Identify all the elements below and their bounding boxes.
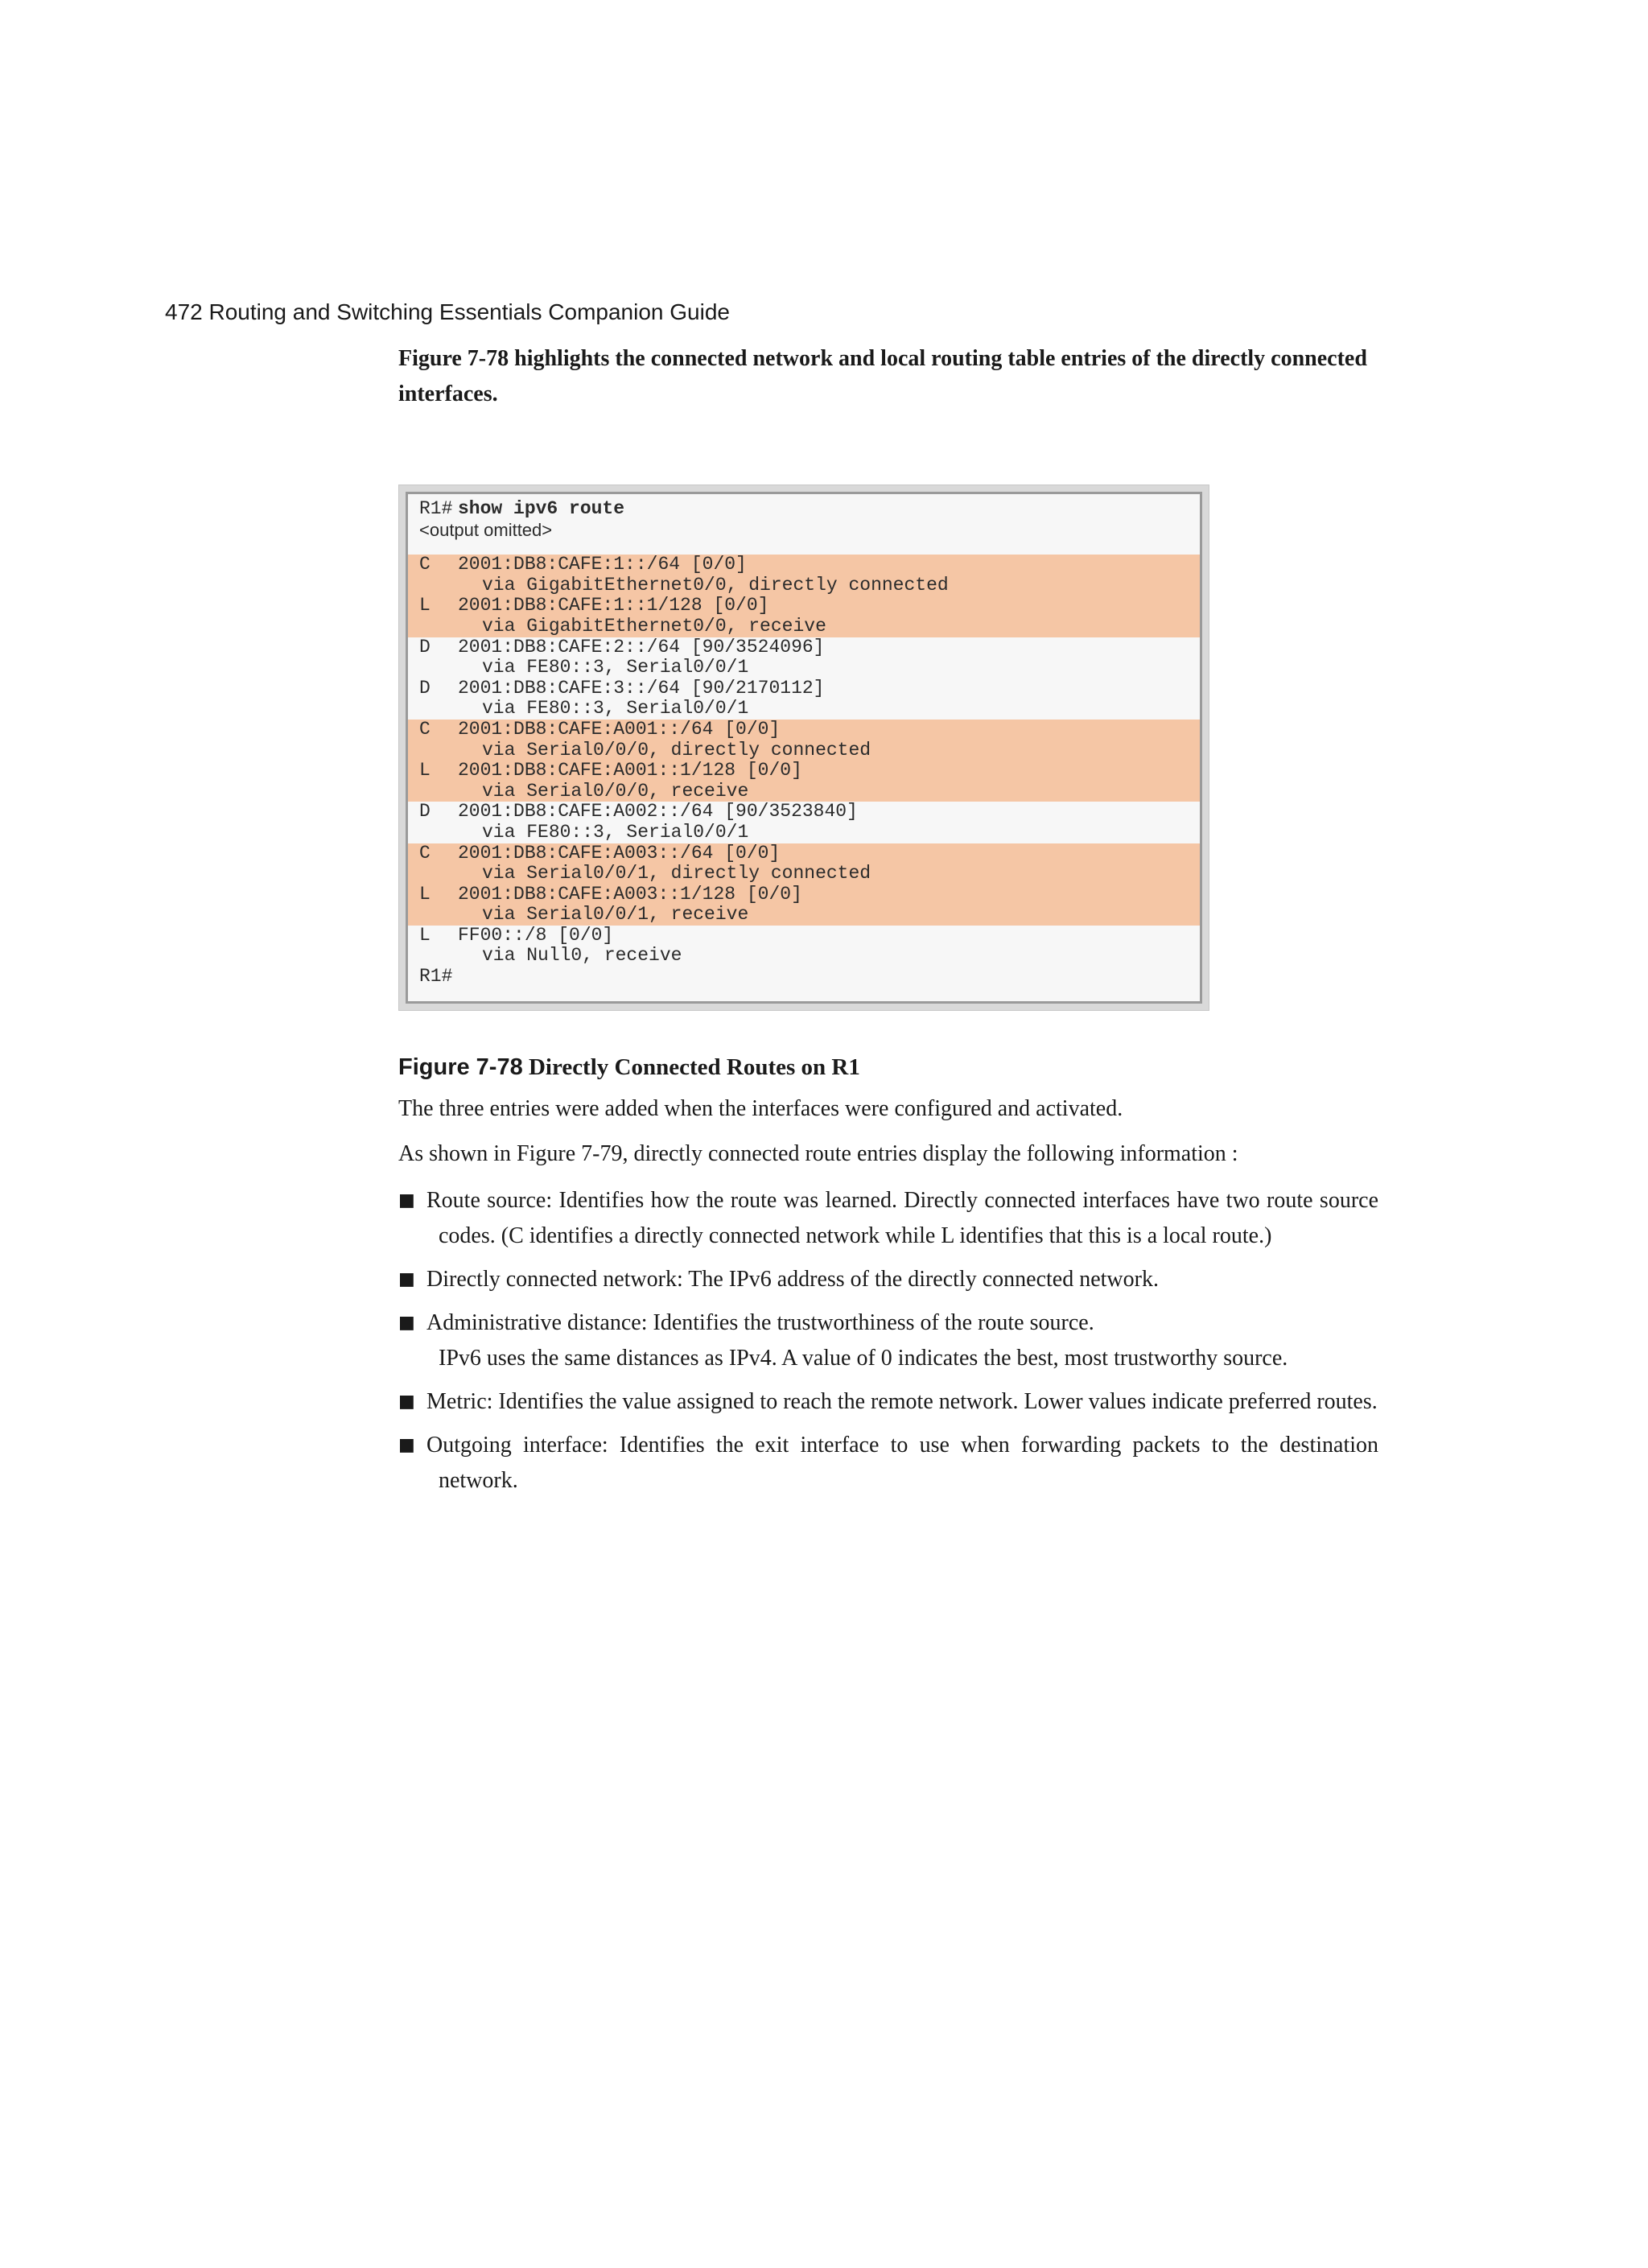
route-prefix: 2001:DB8:CAFE:A001::1/128 [0/0] <box>458 761 802 781</box>
command-line <box>408 499 1200 520</box>
bullet-text: Identifies how the route was learned. Directly connected interfaces have two route source codes. (C identifies a directly connected network while L identifies that this is a local route.) <box>439 1188 1378 1248</box>
route-via: via Serial0/0/1, directly connected <box>482 864 871 885</box>
route-entry <box>408 926 1200 946</box>
command: show ipv6 route <box>458 499 625 519</box>
route-next-hop <box>408 658 1200 678</box>
route-code: C <box>419 843 431 864</box>
figure-caption <box>398 1054 860 1081</box>
figure-7-78-screenshot <box>398 485 1209 1011</box>
route-via: via GigabitEthernet0/0, receive <box>482 616 826 637</box>
bullet-item <box>398 1384 1378 1420</box>
bullet-text: Identifies the exit interface to use when forwarding packets to the destination network. <box>439 1433 1378 1493</box>
route-next-hop <box>408 864 1200 885</box>
route-code: D <box>419 637 431 658</box>
route-via: via Serial0/0/1, receive <box>482 905 749 926</box>
route-prefix: 2001:DB8:CAFE:1::1/128 [0/0] <box>458 596 769 616</box>
route-next-hop <box>408 823 1200 843</box>
route-next-hop <box>408 699 1200 720</box>
route-via: via Null0, receive <box>482 946 682 967</box>
route-via: via FE80::3, Serial0/0/1 <box>482 658 749 678</box>
route-code: L <box>419 925 431 946</box>
route-list <box>408 555 1200 967</box>
terminal-output <box>406 492 1202 1004</box>
blank-line <box>408 540 1200 555</box>
paragraph-route-info: As shown in Figure 7-79, directly connected route entries display the following information : <box>398 1141 1238 1166</box>
bullet-item <box>398 1428 1378 1499</box>
route-via: via FE80::3, Serial0/0/1 <box>482 822 749 843</box>
route-code: L <box>419 884 431 905</box>
route-next-hop <box>408 616 1200 637</box>
route-entry <box>408 761 1200 781</box>
bullet-lead: Outgoing interface: <box>426 1433 608 1458</box>
bullet-lead: Route source: <box>426 1188 553 1213</box>
route-entry <box>408 802 1200 823</box>
omitted-text: <output omitted> <box>419 519 553 540</box>
route-via: via GigabitEthernet0/0, directly connected <box>482 575 949 596</box>
route-entry <box>408 637 1200 658</box>
bullet-square-icon: ■ <box>398 1313 415 1333</box>
bullet-item <box>398 1262 1378 1297</box>
prompt: R1# <box>419 499 453 519</box>
intro-paragraph: Figure 7-78 highlights the connected network and local routing table entries of the directly connected interfaces. <box>398 346 1367 406</box>
route-prefix: 2001:DB8:CAFE:A001::/64 [0/0] <box>458 719 781 740</box>
route-prefix: 2001:DB8:CAFE:3::/64 [90/2170112] <box>458 678 825 699</box>
route-entry <box>408 885 1200 905</box>
end-prompt: R1# <box>419 967 453 988</box>
route-next-hop <box>408 946 1200 967</box>
bullet-square-icon: ■ <box>398 1435 415 1455</box>
route-next-hop <box>408 905 1200 926</box>
route-next-hop <box>408 740 1200 761</box>
route-prefix: 2001:DB8:CAFE:A003::/64 [0/0] <box>458 843 781 864</box>
figure-title: Directly Connected Routes on R1 <box>528 1054 860 1080</box>
route-prefix: FF00::/8 [0/0] <box>458 925 614 946</box>
route-via: via Serial0/0/0, directly connected <box>482 740 871 761</box>
bullet-text: Identifies the value assigned to reach the remote network. Lower values indicate preferred routes. <box>498 1389 1378 1414</box>
route-via: via FE80::3, Serial0/0/1 <box>482 699 749 720</box>
bullet-item <box>398 1305 1378 1376</box>
paragraph-entries-added: The three entries were added when the interfaces were configured and activated. <box>398 1096 1123 1121</box>
bullet-lead: Metric: <box>426 1389 493 1414</box>
route-code: C <box>419 719 431 740</box>
end-prompt-line <box>408 967 1200 988</box>
route-next-hop <box>408 781 1200 802</box>
route-entry <box>408 678 1200 699</box>
bullet-extra: IPv6 uses the same distances as IPv4. A value of 0 indicates the best, most trustworthy source. <box>439 1346 1288 1371</box>
route-code: D <box>419 802 431 823</box>
bullet-square-icon: ■ <box>398 1269 415 1289</box>
route-prefix: 2001:DB8:CAFE:A003::1/128 [0/0] <box>458 884 802 905</box>
bullet-square-icon: ■ <box>398 1392 415 1412</box>
route-code: L <box>419 596 431 616</box>
route-entry <box>408 555 1200 575</box>
route-field-list <box>398 1183 1378 1507</box>
route-entry <box>408 720 1200 740</box>
route-prefix: 2001:DB8:CAFE:1::/64 [0/0] <box>458 555 747 575</box>
figure-number: Figure 7-78 <box>398 1054 523 1080</box>
omitted-line <box>408 520 1200 541</box>
route-next-hop <box>408 575 1200 596</box>
bullet-lead: Directly connected network: <box>426 1267 683 1292</box>
route-code: L <box>419 761 431 781</box>
route-code: D <box>419 678 431 699</box>
bullet-lead: Administrative distance: <box>426 1310 648 1335</box>
bullet-square-icon: ■ <box>398 1190 415 1210</box>
running-header: 472 Routing and Switching Essentials Companion Guide <box>165 299 730 324</box>
route-code: C <box>419 555 431 575</box>
route-via: via Serial0/0/0, receive <box>482 781 749 802</box>
route-prefix: 2001:DB8:CAFE:A002::/64 [90/3523840] <box>458 802 858 823</box>
route-prefix: 2001:DB8:CAFE:2::/64 [90/3524096] <box>458 637 825 658</box>
route-entry <box>408 843 1200 864</box>
bullet-text: The IPv6 address of the directly connected network. <box>688 1267 1159 1292</box>
bullet-text: Identifies the trustworthiness of the route source. <box>653 1310 1094 1335</box>
bullet-item <box>398 1183 1378 1254</box>
route-entry <box>408 596 1200 616</box>
